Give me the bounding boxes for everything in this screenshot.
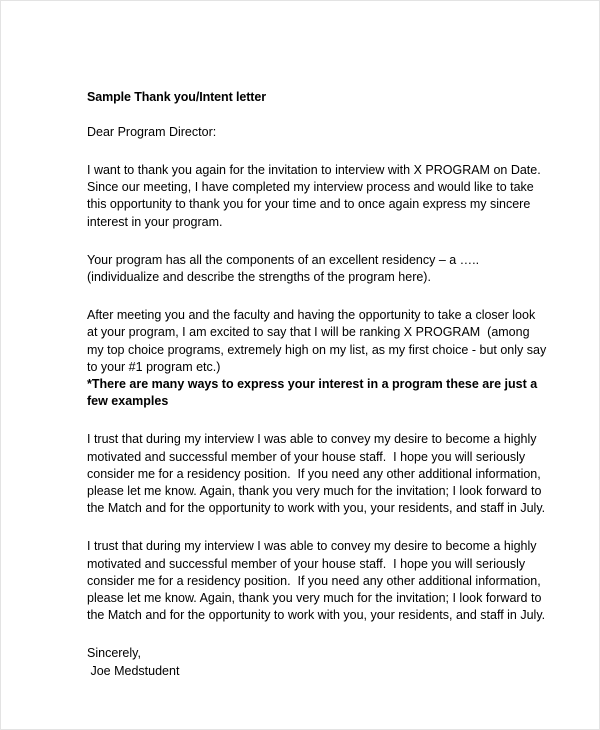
letter-paragraph-3: After meeting you and the faculty and having the opportunity to take a closer look at your program, I am excited to say that I will be ranking X PROGRAM (among my top choice programs, extremely high on my list, as my first choice - but only say to your #1 program etc.) — [87, 308, 550, 374]
letter-content — [87, 89, 549, 680]
letter-sign-off: Sincerely, — [87, 646, 141, 661]
letter-paragraph-2: Your program has all the components of an excellent residency – a …..(individualize and describe the strengths of the program here). — [87, 252, 480, 285]
page-title: Sample Thank you/Intent letter — [87, 90, 266, 104]
letter-paragraph-1: I want to thank you again for the invitation to interview with X PROGRAM on Date. Since our meeting, I have completed my interview process and would like to take this opportunity to thank you for your time and to once again express my sincere interest in your program. — [87, 163, 548, 229]
emphasis-note: *There are many ways to express your interest in a program these are just a few examples — [87, 377, 541, 409]
letter-closing-paragraph-2: I trust that during my interview I was able to convey my desire to become a highly motivated and successful member of your house staff. I hope you will seriously consider me for a residency position. If you need any other additional information, please let me know. Again, thank you very much for the invitation; I look forward to the Match and for the opportunity to work with you, your residents, and staff in July. — [87, 539, 546, 623]
letter-closing-paragraph-1: I trust that during my interview I was able to convey my desire to become a highly motivated and successful member of your house staff. I hope you will seriously consider me for a residency position. If you need any other additional information, please let me know. Again, thank you very much for the invitation; I look forward to the Match and for the opportunity to work with you, your residents, and staff in July. — [87, 432, 546, 516]
letter-salutation: Dear Program Director: — [87, 125, 217, 139]
letter-signature-name: Joe Medstudent — [87, 663, 180, 678]
